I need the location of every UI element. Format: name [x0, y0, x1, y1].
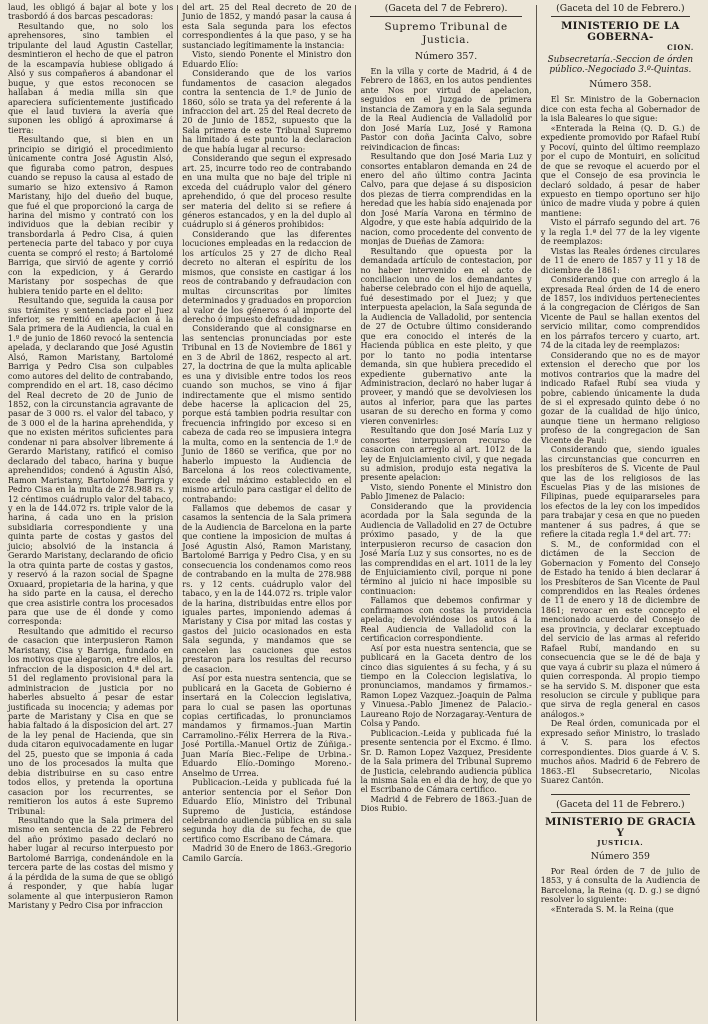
article-paragraph: Considerando que al consignarse en las sentencias pronunciadas por este Tribunal en 13 de Noviembre de 1861 y en 3 de Abril de 1862, respecto al art. 27, la doctrina de que la multa aplicable es una y divisible entre todos los reos cuando son muchos, se vino á fijar indirectamente que el mismo sentido debe hacerse la aplicacion del 25, porque está tambien podria resultar con frecuencia infringido por exceso si en cabeza de cada reo se impusiera integra la multa, como en la sentencia de 1.º de Junio de 1860 se verifica, que por no haberlo impuesto la Audiencia de Barcelona á los reos colectivamente, excede del máximo establecido en el mismo artículo para castigar el delito de contrabando:	[182, 324, 352, 504]
ministry-heading-tail: CION.	[667, 43, 694, 52]
article-paragraph: Por Real órden de 7 de julio de 1853, y á consulta de la Audiencia de Barcelona, la Reina (q. D. g.) se dignó resolver lo siguiente:	[540, 866, 700, 905]
article-paragraph: Resultando que opuesta por la demandada artículo de contestacion, por no haber intervenido en el acto de conciliacion uno de los demandantes y haberse celebrado con el hijo de aquella, fué desestimado por el Juez; y que interpuesta apelacion, la Sala segunda de la Audiencia de Valladolid, por sentencia de 27 de Octubre último considerando que era conocido el interés de la Hacienda pública en este pleito, y que por lo tanto no podia intentarse demanda, sin que hubiera precedido el expediente gubernativo ante la Administracion, declaró no haber lugar á proveer, y mandó que se devolviesen los autos al inferior, para que las partes usaran de su derecho en forma y como vieren convenirles:	[360, 246, 532, 426]
column-2	[178, 3, 355, 1022]
column-4-body-2	[541, 867, 700, 914]
article-paragraph: Considerando que, siendo iguales las circunstancias que concurren en los presbíteros de S. Vicente de Paul que las de los religiosos de las Escuelas Pias y de las misiones de Filipinas, puede equipararseles para los efectos de la ley con los impedidos para trabajar y cesa en que no pueden mantener á sus padres, á que se refiere la citada regla 1.ª del art. 77:	[540, 445, 700, 540]
article-paragraph: Vistas las Reales órdenes circulares de 11 de enero de 1857 y 11 y 18 de diciembre de 1861:	[540, 246, 700, 275]
article-paragraph: Publicacion.-Leida y publicada fué la presente sentencia por el Excmo. é Ilmo. Sr. D. Ramon Lopez Vazquez, Presidente de la Sala primera del Tribunal Supremo de Justicia, celebrando audiencia pública la misma Sala en el dia de hoy, de que yo el Escribano de Cámara certifico.	[360, 728, 532, 795]
article-paragraph: Madrid 30 de Enero de 1863.-Gregorio Camilo García.	[182, 844, 352, 863]
gaceta-date: (Gaceta del 11 de Febrero.)	[556, 798, 685, 810]
ministry-subheading: JUSTICIA.	[597, 838, 644, 847]
section-rule	[551, 16, 690, 17]
article-paragraph: Considerando que la providencia acordada por la Sala segunda de la Audiencia de Valladolid en 27 de Octubre próximo pasado, y de la que interpusieron recurso de casacion don José María Luz y sus consortes, no es de las comprendidas en el art. 1011 de la ley de Enjuiciamiento civil, porque ni pone término al juicio ni hace imposible su continuacion:	[360, 501, 532, 596]
article-paragraph: Resultando que, seguida la causa por sus trámites y sentenciada por el Juez inferior, se remitió en apelacion á la Sala primera de la Audiencia, la cual en 1.º de junio de 1860 revocó la sentencia apelada, y declarando que José Agustin Alsó, Ramon Maristany, Bartolomé Barriga y Pedro Cisa son culpables como autores del delito de contrabando, comprendido en el art. 18, caso décimo del Real decreto de 20 de Junio de 1852, con la circunstancia agravante de pasar de 3 000 rs. el valor del tabaco, y de 3 000 el de la harina aprehendida, y que no existen méritos suficientes para condenar ni para absolver libremente á Gerardo Maristany, ratificó el comiso declarado del tabaco, harina y buque aprehendidos; condenó á Agustin Alsó, Ramon Maristany, Bartolomé Barriga y Pedro Cisa en la multa de 278.988 rs. y 12 céntimos cuádruplo valor del tabaco, y en la de 144.072 rs. triple valor de la harina, á cada uno en la prision subsidiaria correspondiente y una quinta parte de costas y gastos del juicio; absolvió de la instancia á Gerardo Maristany, declarando de oficio la otra quinta parte de costas y gastos, y reservó á la razon social de Spagne Oxuaard, propietaria de la harina, y que ha sido parte en la causa, el derecho que crea asistirle contra los procesados para que use de él donde y como corresponda:	[8, 296, 174, 627]
article-paragraph: Resultando que, no solo los aprehensores, sino tambien el tripulante del laud Agustin Castellar, desmintieron el hecho de que el patron de la escampavía hubiese obligado á Alsó y sus compañeros á abandonar el buque, y que estos reconocen se hallaban á media milla sin que apareciera sufícientemente justificado que el laud tuviera la avería que suponen les obligó á aproximarse á tierra:	[8, 21, 174, 135]
article-paragraph: Considerando que segun el expresado art. 25, incurre todo reo de contrabando en una multa que no baje del triple ni exceda del cuádruplo valor del género aprehendido, ó que del proceso resulte ser materia del delito si se refiere á géneros estancados, y en la del duplo al cuádruplo si á géneros prohibidos:	[182, 154, 352, 230]
column-3-body	[360, 67, 531, 814]
record-number: Número 359	[590, 850, 650, 862]
article-paragraph: Resultando que don José Maria Luz y consortes entablaron demanda en 24 de enero del año último contra Jacinta Calvo, para que dejase á su disposicion dos piezas de tierra comprendidas en la heredad que les había sido enajenada por don José María Varona en término de Algodre, y que este había adquirido de la nacion, como procedente del convento de monjas de Dueñas de Zamora:	[360, 152, 532, 247]
article-paragraph: Resultando que admitido el recurso de casacion que interpusieron Ramon Maristany, Cisa y Barriga, fundado en los motivos que alegaron, entre ellos, la infraccion de la disposicion 4.ª del art. 51 del reglamento provisional para la administracion de justicia por no haberles absuelto á pesar de estar justificada su inocencia; y ademas por parte de Maristany y Cisa en que se habia faltado á la disposicion del art. 27 de la ley penal de Hacienda, que sin duda citaron equivocadamente en lugar del 25, puesto que se imponia á cada uno de los procesados la multa que debia distribuirse en su caso entre todos ellos, y pretenda la oportuna casacion por los recurrentes, se remitieron los autos á este Supremo Tribunal:	[8, 626, 174, 816]
article-paragraph: S. M., de conformidad con el dictámen de la Seccion de Gobernacion y Fomento del Consejo de Estado ha tenido á bien declarar á los Presbíteros de San Vicente de Paul comprendidos en las Reales órdenes de 11 de enero y 18 de diciembre de 1861; revocar en este concepto el mencionado acuerdo del Consejo de esa provincia, y declarar exceptuado del servicio de las armas al referido Rafael Rubí, mandando en su consecuencia que se le dé de baja y que vaya á cubrir su plaza el número á quien corresponda. Al propio tiempo se ha servido S. M. disponer que esta resolucion se circule y publique para que sirva de regla general en casos análogos.»	[540, 539, 700, 719]
article-paragraph: Resultando que la Sala primera del mismo en sentencia de 22 de Febrero del año próximo pasado declaró no haber lugar al recurso interpuesto por Bartolomé Barriga, condenándole en la tercera parte de las costas del mismo y á la pérdida de la suma de que se obligó á responder, y que había lugar solamente al que interpusieron Ramon Maristany y Pedro Cisa por infraccion	[8, 815, 174, 911]
article-paragraph: El Sr. Ministro de la Gobernacion dice con esta fecha al Gobernador de la isla Baleares lo que sigue:	[540, 95, 700, 124]
column-1	[4, 3, 177, 1022]
ministry-heading: MINISTERIO DE GRACIA Y	[545, 815, 696, 839]
article-paragraph: Considerando que no es de mayor extension el derecho que por los motivos contrarios que la madre del indicado Rafael Rubí sea viuda y pobre, cabiendo únicamente la duda de si el expresado quinto debe ó no gozar de la cualidad de hijo único, aunque tiene un hermano religioso profeso de la congregacion de San Vicente de Paul:	[540, 350, 700, 445]
article-paragraph: «Enterada la Reina (Q. D. G.) de expediente promovido por Rafael Rubí y Pocoví, quinto del último reemplazo por el cupo de Montuiri, en solicitud de que se revoque el acuerdo por el que el Consejo de esa provincia le declaró soldado, á pesar de haber expuesto en tiempo oportuno ser hijo único de madre viuda y pobre á quien mantiene:	[540, 123, 700, 218]
article-paragraph: Publicacion.-Leida y publicada fué la anterior sentencia por el Señor Don Eduardo Elío, Ministro del Tribunal Supremo de Justicia, estándose celebrando audiencia pública en su sala segunda hoy dia de su fecha, de que certifico como Escribano de Cámara.	[182, 778, 352, 844]
section-heading: Supremo Tribunal de Justicia.	[384, 21, 508, 46]
article-paragraph: Madrid 4 de Febrero de 1863.-Juan de Dios Rubio.	[360, 794, 532, 814]
article-paragraph: Considerando que de los varios fundamentos de casacion alegados contra la sentencia de 1.º de Junio de 1860, sólo se trata ya del referente á la infraccion del art. 25 del Real decreto de 20 de Junio de 1852, supuesto que la Sala primera de este Tribunal Supremo ha limitado á este punto la declaracion de que había lugar al recurso:	[182, 69, 352, 154]
section-rule	[551, 812, 690, 813]
article-paragraph: De Real órden, comunicada por el expresado señor Ministro, lo traslado á V. S. para los efectos correspondientes. Dios guarde á V. S. muchos años. Madrid 6 de Febrero de 1863.-El Subsecretario, Nicolas Suarez Cantón.	[540, 719, 700, 786]
ministry-heading: MINISTERIO DE LA GOBERNA-	[561, 20, 680, 43]
column-4-body-1	[541, 95, 700, 785]
article-paragraph: Visto el párrafo segundo del art. 76 y la regla 1.ª del 77 de la ley vigente de reemplazos:	[540, 218, 700, 247]
article-paragraph: Visto, siendo Ponente el Ministro don Pablo Jimenez de Palacio:	[360, 482, 532, 502]
record-number: Número 358.	[589, 79, 652, 91]
column-4	[537, 3, 704, 1022]
section-rule	[370, 16, 521, 17]
gaceta-date: (Gaceta del 10 de Febrero.)	[556, 3, 685, 14]
record-number: Número 357.	[415, 51, 478, 62]
article-paragraph: «Enterada S. M. la Reina (que	[550, 904, 674, 914]
column-3	[356, 3, 535, 1022]
article-paragraph: Considerando que con arreglo á la expresada Real órden de 14 de enero de 1857, los individuos pertenecientes á la congregacion de Clérigos de San Vicente de Paul se hallan exentos del servicio militar, como comprendidos en los párrafos tercero y cuarto, art. 74 de la citada ley de reemplazos:	[540, 275, 700, 351]
subsection-heading: Subsecretaría.-Seccion de órden público.-Negociado 3.º-Quintas.	[547, 55, 694, 76]
article-paragraph: Visto, siendo Ponente el Ministro don Eduardo Elío:	[182, 50, 352, 69]
article-paragraph: laud, les obligó á bajar al bote y los trasbordó á dos barcas pescadoras:	[8, 3, 174, 22]
gaceta-date: (Gaceta del 7 de Febrero).	[384, 3, 508, 14]
article-paragraph: Resultando que don José María Luz y consortes interpusieron recurso de casacion con arreglo al art. 1012 de la ley de Enjuiciamiento civil, y que negada su admision, produjo esta negativa la presente apelacion:	[360, 426, 532, 483]
article-paragraph: del art. 25 del Real decreto de 20 de Junio de 1852, y mandó pasar la causa á esta Sala segunda para los efectos correspondientes á la que paso, y se ha sustanciado legítimamente la instancia:	[182, 3, 352, 50]
article-paragraph: Fallamos que debemos de casar y casamos la sentencia de la Sala primera de la Audiencia de Barcelona en la parte que contiene la imposicion de multas á José Agustin Alsó, Ramon Maristany, Bartolomé Barriga y Pedro Cisa, y en su consecuencia los condenamos como reos de contrabando en la multa de 278.988 rs. y 12 cents. cuádruplo valor del tabaco, y en la de 144.072 rs. triple valor de la harina, distribuidas entre ellos por iguales partes, imponiendo ademas á Maristany y Cisa por mitad las costas y gastos del juicio ocasionados en esta Sala segunda, y mandamos que se cancelen las cauciones que estos prestaron para los resultas del recurso de casacion.	[182, 504, 352, 674]
article-paragraph: Así por esta nuestra sentencia, que se publicará en la Gaceta de Gobierno é insertará en la Coleccion legislativa, para lo cual se pasen las oportunas copias certificadas, lo pronunciamos mandamos y firmamos.-Juan Martin Carramolino.-Félix Herrera de la Riva.-José Portilla.-Manuel Ortiz de Zúñiga.-Juan María Biec.-Felipe de Urbina.-Eduardo Elío.-Domingo Moreno.-Anselmo de Urrea.	[182, 674, 352, 778]
article-paragraph: Resultando que, si bien en un principio se dirigió el procedimiento únicamente contra José Agustin Alsó, que figuraba como patron, despues cuando se repuso la causa al estado de sumario se hizo extensivo á Ramon Maristany, hijo del dueño del buque, que fué el que proporcionó la carga de harina del mismo y contrató con los individuos que la debian recibir y transbordarla á Pedro Cisa, á quien pertenecia parte del tabaco y por cuya cuenta se compró el resto; á Bartolomé Barriga, que sirvió de agente y corrió con la expedicion, y á Gerardo Maristany por sospechas de que hubiera tenido parte en el delito:	[8, 135, 174, 296]
section-rule	[551, 794, 690, 795]
article-paragraph: Considerando que las diferentes locuciones empleadas en la redaccion de los artículos 25 y 27 de dicho Real decreto no alteran el espíritu de los mismos, que consiste en castigar á los reos de contrabando y defraudacion con multas circunscritas por límites determinados y graduados en proporcion al valor de los géneros ó al importe del derecho ó impuesto defraudado:	[182, 229, 352, 324]
article-paragraph: Así por esta nuestra sentencia, que se publicará en la Gaceta dentro de los cinco dias siguientes á su fecha, y á su tiempo en la Coleccion legislativa, lo pronunciamos, mandamos y firmamos.-Ramon Lopez Vazquez.-Joaquin de Palma y Vinuesa.-Pablo Jimenez de Palacio.-Laureano Rojo de Norzagaray.-Ventura de Colsa y Pando.	[360, 643, 532, 729]
article-paragraph: Fallamos que debemos confirmar y confirmamos con costas la providencia apelada; devolviéndose los autos á la Real Audiencia de Valladolid con la certificacion correspondiente.	[360, 596, 532, 644]
article-paragraph: En la villa y corte de Madrid, á 4 de Febrero de 1863, en los autos pendientes ante Nos por virtud de apelacion, seguidos en el Juzgado de primera instancia de Zamora y en la Sala segunda de la Real Audiencia de Valladolid por don José María Luz, José y Ramona Pastor con doña Jacinta Calvo, sobre reivindicacion de fincas:	[360, 67, 532, 152]
